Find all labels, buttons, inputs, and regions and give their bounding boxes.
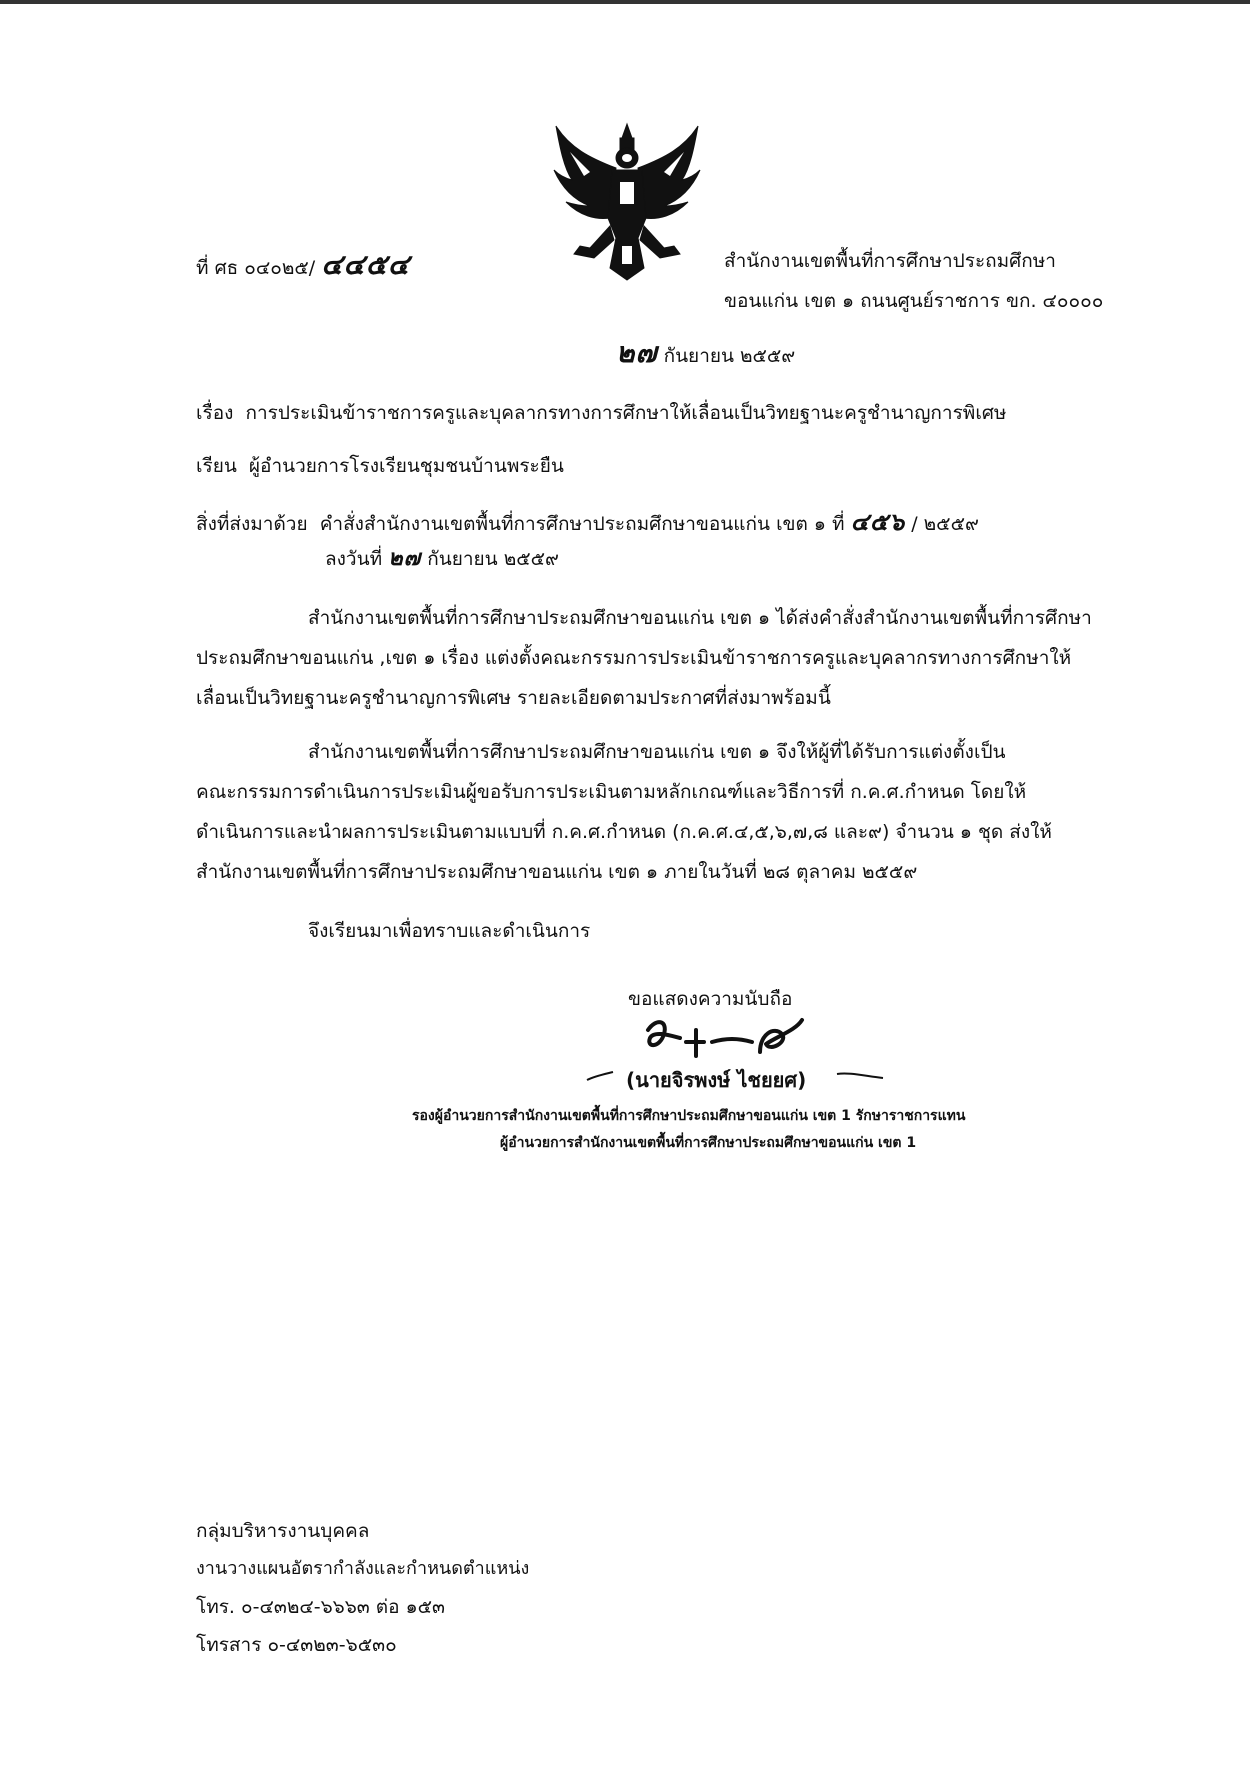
reference-prefix: ที่ ศธ ๐๔๐๒๕/ [196,257,316,279]
decorative-stroke-right [835,1070,885,1082]
regards-line: ขอแสดงความนับถือ [628,988,793,1010]
body-paragraph-2 [196,732,1136,892]
reference-number [196,248,410,282]
footer-phone: โทร. ๐-๔๓๒๔-๖๖๖๓ ต่อ ๑๕๓ [196,1596,446,1618]
enclosure-year: / ๒๕๕๙ [911,513,979,535]
recipient-text: ผู้อำนวยการโรงเรียนชุมชนบ้านพระยืน [248,455,564,477]
office-address-line1: สำนักงานเขตพื้นที่การศึกษาประถมศึกษา [724,250,1056,272]
signer-title-line1: รองผู้อำนวยการสำนักงานเขตพื้นที่การศึกษาประถมศึกษาขอนแก่น เขต 1 รักษาราชการแทน [412,1108,966,1124]
footer-section: งานวางแผนอัตรากำลังและกำหนดตำแหน่ง [196,1558,530,1579]
subject-line [196,402,1006,425]
paragraph-line: ดำเนินการและนำผลการประเมินตามแบบที่ ก.ค.ศ.กำหนด (ก.ค.ศ.๔,๕,๖,๗,๘ และ๙) จำนวน ๑ ชุด ส่งให้ [196,821,1052,843]
footer-fax: โทรสาร ๐-๔๓๒๓-๖๕๓๐ [196,1634,397,1656]
signer-title-line2: ผู้อำนวยการสำนักงานเขตพื้นที่การศึกษาประถมศึกษาขอนแก่น เขต 1 [500,1135,917,1151]
enclosure-date-line [325,545,559,571]
handwritten-signature [642,1012,812,1068]
garuda-emblem-icon [550,118,705,283]
enclosure-date-handwritten: ๒๗ [388,545,422,571]
office-address-line2: ขอนแก่น เขต ๑ ถนนศูนย์ราชการ ขก. ๔๐๐๐๐ [724,290,1104,312]
paragraph-line: ประถมศึกษาขอนแก่น ,เขต ๑ เรื่อง แต่งตั้งคณะกรรมการประเมินข้าราชการครูและบุคลากรทางการศึกษาให้ [196,647,1072,669]
date-month-year: กันยายน ๒๕๕๙ [663,345,796,367]
paragraph-line: คณะกรรมการดำเนินการประเมินผู้ขอรับการประเมินตามหลักเกณฑ์และวิธีการที่ ก.ค.ศ.กำหนด โดยให้ [196,781,1027,803]
enclosure-date-rest: กันยายน ๒๕๕๙ [427,548,559,570]
paragraph-line: สำนักงานเขตพื้นที่การศึกษาประถมศึกษาขอนแก่น เขต ๑ ได้ส่งคำสั่งสำนักงานเขตพื้นที่การศึกษา [308,607,1092,629]
paragraph-line: สำนักงานเขตพื้นที่การศึกษาประถมศึกษาขอนแก่น เขต ๑ ภายในวันที่ ๒๘ ตุลาคม ๒๕๕๙ [196,861,918,883]
recipient-label: เรียน [196,455,237,477]
subject-text: การประเมินข้าราชการครูและบุคลากรทางการศึกษาให้เลื่อนเป็นวิทยฐานะครูชำนาญการพิเศษ [245,402,1007,424]
subject-label: เรื่อง [196,402,234,424]
scan-top-edge [0,0,1250,4]
enclosure-date-prefix: ลงวันที่ [325,548,383,570]
body-paragraph-1 [196,598,1136,718]
paragraph-line: เลื่อนเป็นวิทยฐานะครูชำนาญการพิเศษ รายละเอียดตามประกาศที่ส่งมาพร้อมนี้ [196,687,831,709]
document-date [616,336,795,370]
date-day-handwritten: ๒๗ [616,336,658,369]
enclosure-text: คำสั่งสำนักงานเขตพื้นที่การศึกษาประถมศึกษาขอนแก่น เขต ๑ ที่ [319,513,845,535]
decorative-stroke-left [585,1070,615,1082]
signer-name: (นายจิรพงษ์ ไชยยศ) [626,1068,807,1092]
paragraph-line: สำนักงานเขตพื้นที่การศึกษาประถมศึกษาขอนแก่น เขต ๑ จึงให้ผู้ที่ได้รับการแต่งตั้งเป็น [308,741,1006,763]
recipient-line [196,455,564,478]
reference-handwritten: ๔๔๕๔ [321,248,410,281]
enclosure-label: สิ่งที่ส่งมาด้วย [196,513,308,535]
enclosure-number-handwritten: ๔๕๖ [850,507,906,536]
enclosure-line [196,508,979,537]
footer-department: กลุ่มบริหารงานบุคคล [196,1520,370,1542]
closing-line: จึงเรียนมาเพื่อทราบและดำเนินการ [308,920,591,942]
